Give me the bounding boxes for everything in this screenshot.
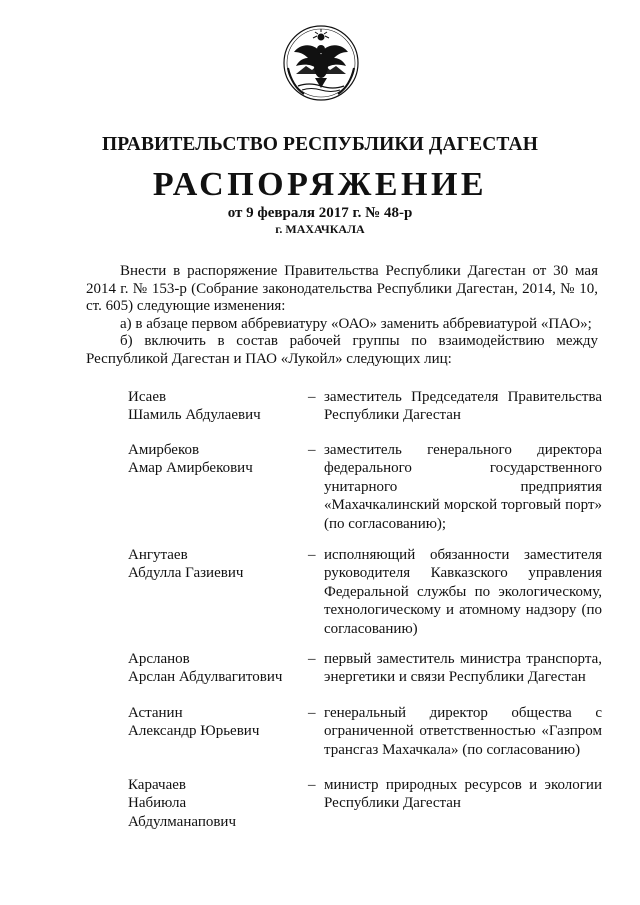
body-paragraph-intro: Внести в распоряжение Правительства Республики Дагестан от 30 мая 2014 г. № 153-р (Собрание законодательства Республики Дагестан, 2014, № 10, ст. 605) следующие изменения: [86, 263, 598, 314]
member-position: заместитель генерального директора федерального государственного унитарного предприятия «Махачкалинский морской торговый порт» (по согласованию); [324, 442, 602, 532]
member-dash: – [308, 389, 316, 405]
member-given-name: Арслан Абдулвагитович [128, 669, 283, 686]
members-list [0, 388, 640, 848]
member-name [128, 546, 306, 583]
member-given-name: Абдулла Газиевич [128, 565, 244, 582]
document-type-title: РАСПОРЯЖЕНИЕ [152, 166, 488, 203]
member-surname: Ангутаев [128, 547, 188, 563]
member-dash: – [308, 777, 316, 793]
member-dash: – [308, 547, 316, 563]
member-given-name: Александр Юрьевич [128, 723, 260, 740]
member-name [128, 650, 306, 687]
member-dash: – [308, 651, 316, 667]
document-city: г. МАХАЧКАЛА [275, 222, 365, 236]
member-dash: – [308, 705, 316, 721]
member-surname: Астанин [128, 705, 183, 721]
member-name [128, 441, 306, 478]
coat-of-arms-icon [282, 22, 360, 104]
member-position: генеральный директор общества с ограниченной ответственностью «Газпром трансгаз Махачкала» (по согласованию) [324, 705, 602, 758]
member-surname: Амирбеков [128, 442, 200, 458]
member-name [128, 776, 306, 831]
document-date-number: от 9 февраля 2017 г. № 48-р [227, 205, 413, 221]
member-surname: Карачаев [128, 777, 186, 793]
member-patronymic: Абдулманапович [128, 813, 237, 830]
member-surname: Арсланов [128, 651, 190, 667]
body-item-a: а) в абзаце первом аббревиатуру «ОАО» заменить аббревиатурой «ПАО»; [120, 315, 592, 332]
member-given-name: Шамиль Абдулаевич [128, 407, 261, 424]
member-position: министр природных ресурсов и экологии Республики Дагестан [324, 777, 602, 812]
member-given-name: Амар Амирбекович [128, 460, 253, 477]
member-position: первый заместитель министра транспорта, энергетики и связи Республики Дагестан [324, 651, 602, 686]
member-surname: Исаев [128, 389, 167, 405]
member-dash: – [308, 442, 316, 458]
member-position: заместитель Председателя Правительства Республики Дагестан [324, 389, 602, 424]
government-title: ПРАВИТЕЛЬСТВО РЕСПУБЛИКИ ДАГЕСТАН [101, 134, 538, 155]
document-body [86, 263, 598, 368]
member-name [128, 388, 306, 425]
member-name [128, 704, 306, 741]
member-position: исполняющий обязанности заместителя руководителя Кавказского управления Федеральной службы по экологическому, технологическому и атомному надзору (по согласованию) [324, 547, 602, 637]
member-given-name: Набиюла [128, 795, 187, 812]
body-item-b: б) включить в состав рабочей группы по взаимодействию между Республикой Дагестан и ПАО «Лукойл» следующих лиц: [86, 333, 598, 367]
